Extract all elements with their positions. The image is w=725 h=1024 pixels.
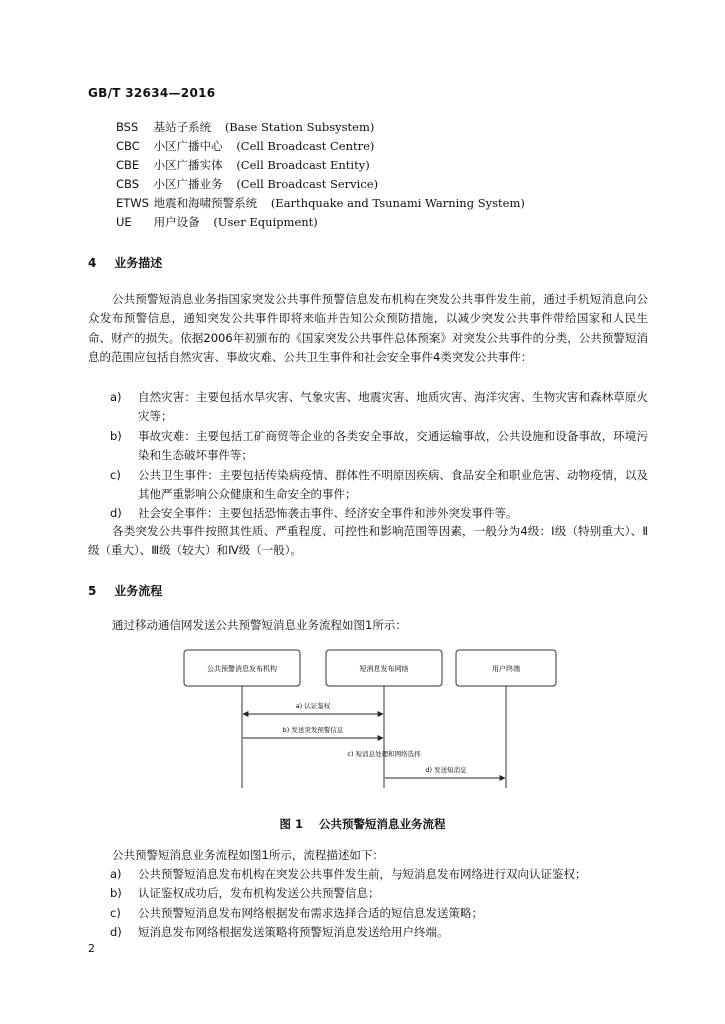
abbr-code: BSS <box>116 120 139 134</box>
flow-step-list <box>88 865 648 943</box>
page-number: 2 <box>88 942 95 955</box>
abbr-english: (Base Station Subsystem) <box>224 120 375 134</box>
list-text: 公共预警短消息发布网络根据发布需求选择合适的短信息发送策略； <box>138 905 483 920</box>
list-marker: b) <box>110 428 122 443</box>
section-5-intro: 通过移动通信网发送公共预警短消息业务流程如图1所示： <box>112 618 407 632</box>
message-label-c: c) 短消息处理和网络选择 <box>347 750 421 758</box>
section-number: 4 <box>88 256 97 270</box>
list-text: 短消息发布网络根据发送策略将预警短消息发送给用户终端。 <box>138 925 449 940</box>
abbr-chinese: 小区广播中心 <box>153 139 223 153</box>
list-item <box>88 923 648 942</box>
flow-diagram <box>170 648 570 798</box>
list-marker: a) <box>110 390 122 404</box>
entity-label-terminal: 用户终端 <box>492 665 520 673</box>
abbr-code: CBS <box>116 177 140 191</box>
section-title: 业务流程 <box>114 584 163 598</box>
abbr-code: ETWS <box>116 196 149 210</box>
list-text: 社会安全事件：主要包括恐怖袭击事件、经济安全事件和涉外突发事件等。 <box>138 506 518 521</box>
section-title: 业务描述 <box>114 256 163 270</box>
list-marker: d) <box>110 925 122 940</box>
abbr-code: UE <box>116 215 132 229</box>
abbr-english: (Earthquake and Tsunami Warning System) <box>270 196 525 210</box>
sequence-diagram <box>170 648 570 798</box>
abbr-chinese: 小区广播实体 <box>153 158 223 172</box>
abbr-english: (Cell Broadcast Entity) <box>236 158 370 172</box>
figure-caption <box>0 816 725 832</box>
list-marker: d) <box>110 506 122 521</box>
abbreviation-row <box>116 175 525 194</box>
abbr-chinese: 地震和海啸预警系统 <box>153 196 258 210</box>
list-item <box>88 388 648 427</box>
list-item <box>88 865 648 884</box>
list-marker: c) <box>110 905 121 920</box>
abbr-code: CBE <box>116 158 140 172</box>
abbr-code: CBC <box>116 139 140 153</box>
list-text: 公共卫生事件：主要包括传染病疫情、群体性不明原因疾病、食品安全和职业危害、动物疫情，以及其他严重影响公众健康和生命安全的事件； <box>138 467 648 502</box>
list-item <box>88 504 648 523</box>
list-item <box>88 466 648 505</box>
figure-title: 公共预警短消息业务流程 <box>319 817 446 831</box>
abbr-english: (Cell Broadcast Service) <box>236 177 379 191</box>
list-item <box>88 427 648 466</box>
flow-intro: 公共预警短消息业务流程如图1所示，流程描述如下： <box>112 848 384 862</box>
abbreviation-list <box>116 118 525 232</box>
section-4-intro: 公共预警短消息业务指国家突发公共事件预警信息发布机构在突发公共事件发生前，通过手机短消息向公众发布预警信息，通知突发公共事件即将来临并告知公众预防措施，以减少突发公共事件带给国家和人民生命、财产的损失。依据2006年初颁布的《国家突发公共事件总体预案》对突发公共事件的分类，公共预警短消息的范围应包括自然灾害、事故灾难、公共卫生事件和社会安全事件4类突发公共事件： <box>88 292 648 365</box>
abbr-english: (Cell Broadcast Centre) <box>236 139 375 153</box>
abbr-english: (User Equipment) <box>213 215 318 229</box>
document-id: GB/T 32634—2016 <box>88 86 216 100</box>
abbreviation-row <box>116 194 525 213</box>
abbreviation-row <box>116 156 525 175</box>
message-label-d: d) 发送短消息 <box>425 766 467 774</box>
section-5-heading <box>88 582 162 599</box>
message-label-a: a) 认证鉴权 <box>295 702 331 710</box>
grading-paragraph: 各类突发公共事件按照其性质、严重程度、可控性和影响范围等因素，一般分为4级：Ⅰ级（特别重大）、Ⅱ级（重大）、Ⅲ级（较大）和Ⅳ级（一般）。 <box>88 524 648 558</box>
entity-label-network: 短消息发布网络 <box>359 665 409 673</box>
entity-label-issuer: 公共预警消息发布机构 <box>207 665 277 673</box>
list-marker: a) <box>110 867 122 881</box>
event-category-list <box>88 388 648 524</box>
list-item <box>88 884 648 903</box>
list-text: 公共预警短消息发布机构在突发公共事件发生前，与短消息发布网络进行双向认证鉴权； <box>138 867 587 881</box>
list-text: 自然灾害：主要包括水旱灾害、气象灾害、地震灾害、地质灾害、海洋灾害、生物灾害和森林草原火灾等； <box>138 390 648 424</box>
message-label-b: b) 发送突发预警信息 <box>282 726 344 734</box>
section-number: 5 <box>88 584 97 598</box>
list-item <box>88 904 648 923</box>
list-text: 事故灾难：主要包括工矿商贸等企业的各类安全事故，交通运输事故，公共设施和设备事故，环境污染和生态破坏事件等； <box>138 428 648 463</box>
list-marker: c) <box>110 467 121 482</box>
abbreviation-row <box>116 137 525 156</box>
abbr-chinese: 用户设备 <box>153 215 200 229</box>
abbreviation-row <box>116 213 525 232</box>
list-marker: b) <box>110 886 122 901</box>
abbr-chinese: 小区广播业务 <box>153 177 223 191</box>
list-text: 认证鉴权成功后，发布机构发送公共预警信息； <box>138 886 380 901</box>
abbr-chinese: 基站子系统 <box>153 120 212 134</box>
figure-number: 图 1 <box>279 817 303 831</box>
section-4-heading <box>88 254 162 271</box>
abbreviation-row <box>116 118 525 137</box>
